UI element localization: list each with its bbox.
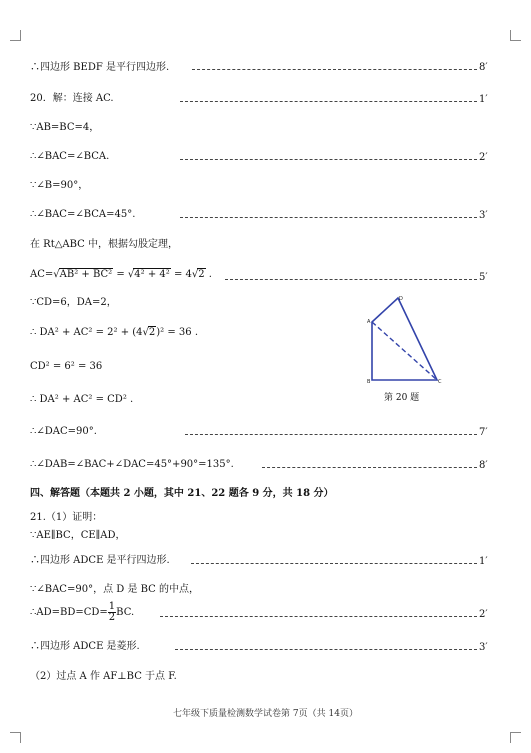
sqrt-sign: √	[191, 269, 199, 280]
diagonal-ac	[372, 322, 437, 380]
solution-line: ∴∠BAC=∠BCA.	[30, 151, 110, 162]
solution-line: ∴四边形 ADCE 是平行四边形.	[30, 555, 170, 566]
solution-line: ∴∠DAC=90°.	[30, 426, 97, 437]
math-text: =	[113, 269, 128, 280]
solution-line: ∴∠DAB=∠BAC+∠DAC=45°+90°=135°.	[30, 459, 234, 470]
solution-line: ∴∠BAC=∠BCA=45°.	[30, 209, 136, 220]
solution-line: ∵AE∥BC，CE∥AD，	[30, 530, 126, 541]
vertex-label-d: D	[399, 296, 403, 302]
sqrt-sign: √	[127, 269, 135, 280]
solution-line: ∴四边形 BEDF 是平行四边形.	[30, 62, 170, 73]
math-text: ∴ DA² + AC² = 2² + (4	[30, 327, 143, 338]
math-text: BC.	[116, 607, 135, 618]
score-leader	[191, 563, 477, 564]
score-leader	[175, 649, 477, 650]
solution-line: ∵AB=BC=4，	[30, 122, 100, 133]
math-text: ∴AD=BD=CD=	[30, 607, 108, 618]
score-mark: 2′	[479, 609, 488, 620]
fraction-denominator: 2	[108, 612, 116, 623]
page-footer: 七年级下质量检测数学试卷第 7页（共 14页）	[173, 709, 358, 719]
geometry-figure	[364, 294, 454, 386]
score-leader	[262, 467, 477, 468]
sqrt-radicand: 4² + 4²	[134, 269, 170, 280]
score-leader	[180, 101, 477, 102]
math-text: AC=	[30, 269, 54, 280]
score-leader	[160, 616, 477, 617]
solution-line: ∵CD=6，DA=2，	[30, 297, 117, 308]
vertex-label-a: A	[367, 319, 371, 325]
section-heading: 四、解答题（本题共 2 小题，其中 21、22 题各 9 分，共 18 分）	[30, 488, 334, 499]
vertex-label-b: B	[367, 379, 371, 385]
solution-line: ∴ DA² + AC² = CD² .	[30, 394, 134, 405]
score-mark: 1′	[479, 556, 488, 567]
sqrt-radicand: 2	[198, 269, 205, 280]
score-leader	[180, 217, 477, 218]
sqrt-sign: √	[53, 269, 60, 280]
solution-line: 21.（1）证明：	[30, 512, 103, 523]
score-mark: 7′	[479, 427, 488, 438]
math-text: .	[205, 269, 212, 280]
solution-line: 20．解：连接 AC.	[30, 93, 114, 104]
solution-line	[30, 268, 212, 282]
score-mark: 1′	[479, 94, 488, 105]
score-mark: 5′	[479, 272, 488, 283]
solution-line: 在 Rt△ABC 中，根据勾股定理，	[30, 239, 179, 250]
figure-caption: 第 20 题	[384, 393, 420, 403]
solution-line: ∵∠BAC=90°，点 D 是 BC 的中点，	[30, 584, 199, 595]
quadrilateral-abcd	[372, 298, 437, 380]
crop-mark-bottom-right	[510, 732, 521, 743]
crop-mark-top-right	[510, 30, 521, 41]
sqrt-radicand: AB² + BC²	[59, 269, 113, 280]
solution-line: CD² = 6² = 36	[30, 361, 103, 372]
score-leader	[185, 434, 477, 435]
score-leader	[192, 69, 477, 70]
score-leader	[225, 279, 477, 280]
solution-line: ∵∠B=90°，	[30, 180, 89, 191]
math-text: = 4	[170, 269, 192, 280]
crop-mark-top-left	[10, 30, 21, 41]
sqrt-sign: √	[142, 327, 149, 338]
solution-line	[30, 326, 198, 340]
score-leader	[180, 159, 477, 160]
vertex-label-c: C	[438, 379, 442, 385]
score-mark: 3′	[479, 642, 488, 653]
solution-line: ∴四边形 ADCE 是菱形.	[30, 641, 140, 652]
score-mark: 8′	[479, 460, 488, 471]
math-text: )² = 36 .	[156, 327, 198, 338]
fraction	[108, 602, 116, 623]
score-mark: 2′	[479, 152, 488, 163]
score-mark: 3′	[479, 210, 488, 221]
solution-line	[30, 602, 134, 623]
fraction-numerator: 1	[108, 601, 116, 612]
solution-line: （2）过点 A 作 AF⊥BC 于点 F.	[30, 671, 177, 682]
score-mark: 8′	[479, 62, 488, 73]
crop-mark-bottom-left	[10, 732, 21, 743]
sqrt-radicand: 2	[148, 327, 156, 338]
